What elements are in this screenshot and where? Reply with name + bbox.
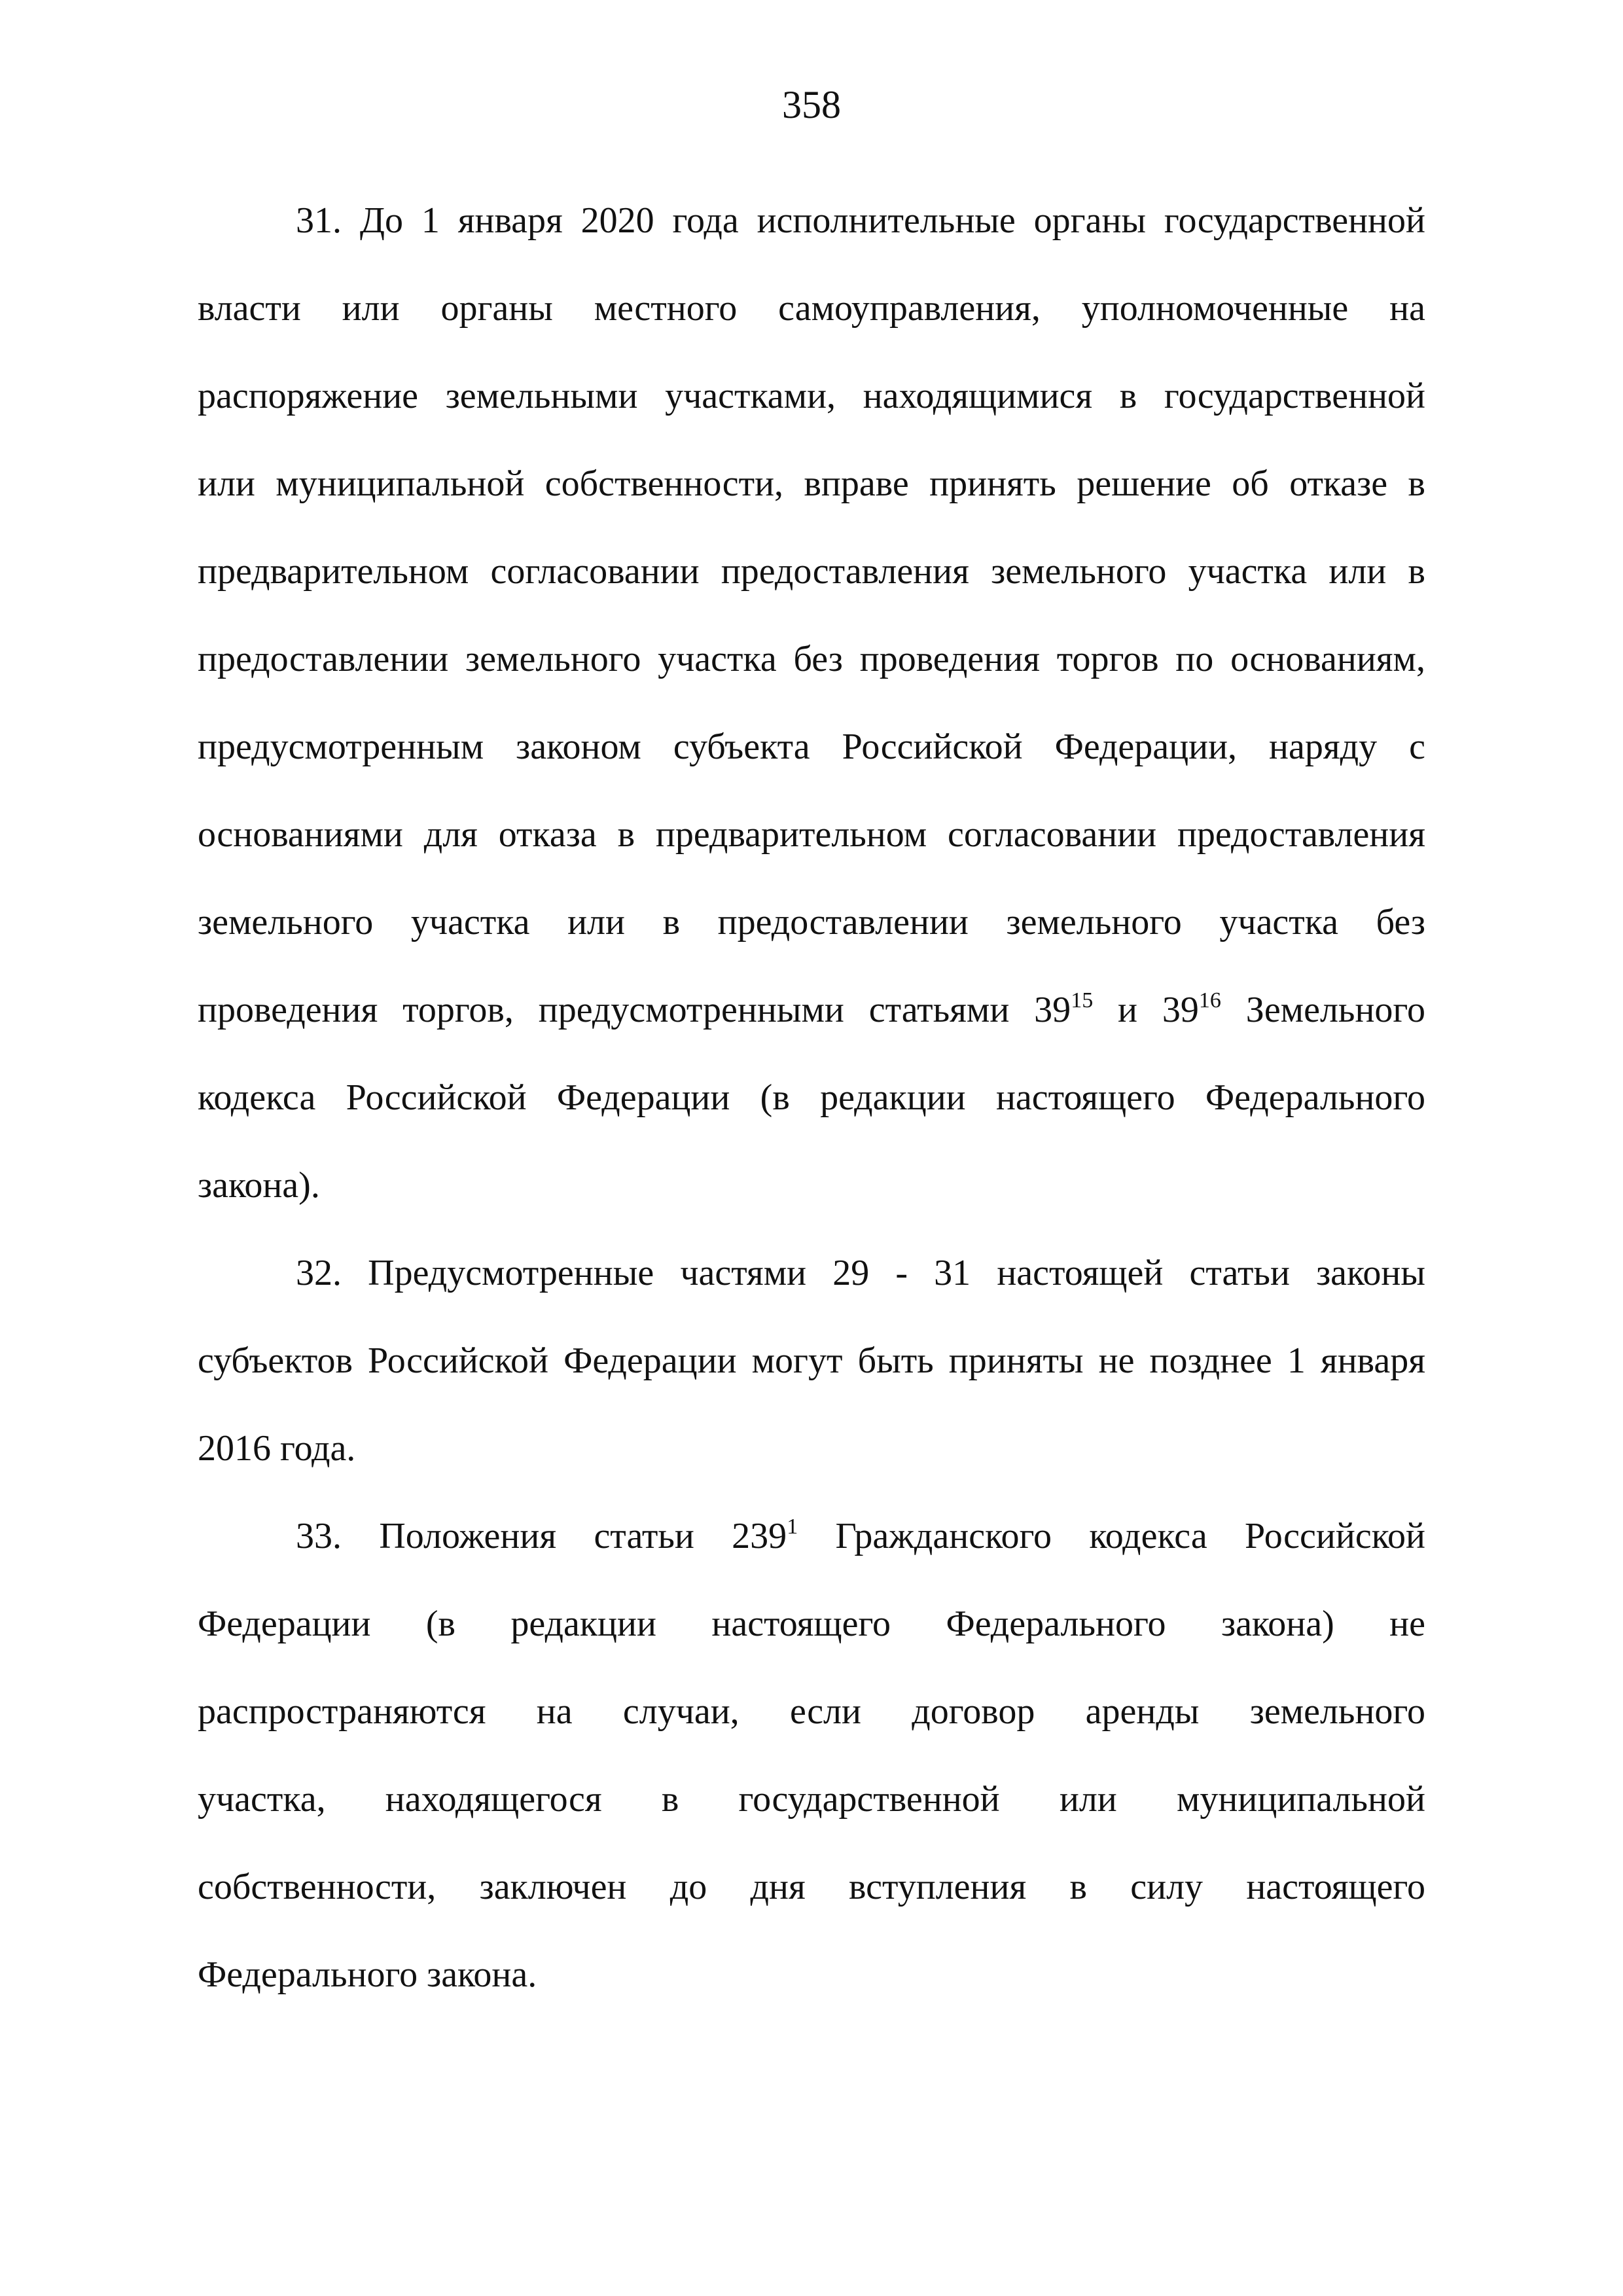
text-line-last: 2016 года.: [198, 1428, 356, 1469]
text-line-with-superscript: [198, 1492, 1425, 1580]
text-line: предоставлении земельного участка без проведения торгов по основаниям,: [198, 639, 1425, 679]
text-line: земельного участка или в предоставлении земельного участка без: [198, 902, 1425, 942]
page-number: 358: [782, 83, 841, 126]
text-line: предусмотренным законом субъекта Российской Федерации, наряду с: [198, 726, 1425, 767]
text-line: предварительном согласовании предоставления земельного участка или в: [198, 551, 1425, 592]
text-fragment: Гражданского кодекса Российской: [798, 1516, 1425, 1556]
paragraph-32: [198, 1229, 1425, 1492]
document-body: [198, 177, 1425, 2018]
text-line: участка, находящегося в государственной или муниципальной: [198, 1779, 1425, 1820]
text-line: основаниями для отказа в предварительном согласовании предоставления: [198, 814, 1425, 855]
text-fragment: и 39: [1093, 990, 1199, 1030]
text-line: Федерации (в редакции настоящего Федерального закона) не: [198, 1604, 1425, 1644]
text-line-last: закона).: [198, 1165, 320, 1206]
text-line: или муниципальной собственности, вправе принять решение об отказе в: [198, 463, 1425, 504]
text-fragment: проведения торгов, предусмотренными статьями 39: [198, 990, 1071, 1030]
text-line: распространяются на случаи, если договор аренды земельного: [198, 1691, 1425, 1732]
superscript: 16: [1198, 988, 1221, 1013]
superscript: 15: [1071, 988, 1094, 1013]
text-line: 32. Предусмотренные частями 29 - 31 настоящей статьи законы: [296, 1253, 1425, 1293]
text-line: субъектов Российской Федерации могут быть приняты не позднее 1 января: [198, 1340, 1425, 1381]
paragraph-31: [198, 177, 1425, 1229]
text-line: 31. До 1 января 2020 года исполнительные органы государственной: [296, 200, 1425, 241]
text-line: кодекса Российской Федерации (в редакции настоящего Федерального: [198, 1077, 1425, 1118]
text-line: собственности, заключен до дня вступления в силу настоящего: [198, 1867, 1425, 1907]
text-line-last: Федерального закона.: [198, 1954, 537, 1995]
text-line: распоряжение земельными участками, находящимися в государственной: [198, 376, 1425, 416]
superscript: 1: [787, 1515, 798, 1539]
paragraph-33: [198, 1492, 1425, 2018]
text-line: власти или органы местного самоуправления, уполномоченные на: [198, 288, 1425, 329]
text-fragment: Земельного: [1221, 990, 1426, 1030]
text-fragment: 33. Положения статьи 239: [296, 1516, 787, 1556]
text-line-with-superscripts: [198, 966, 1425, 1054]
